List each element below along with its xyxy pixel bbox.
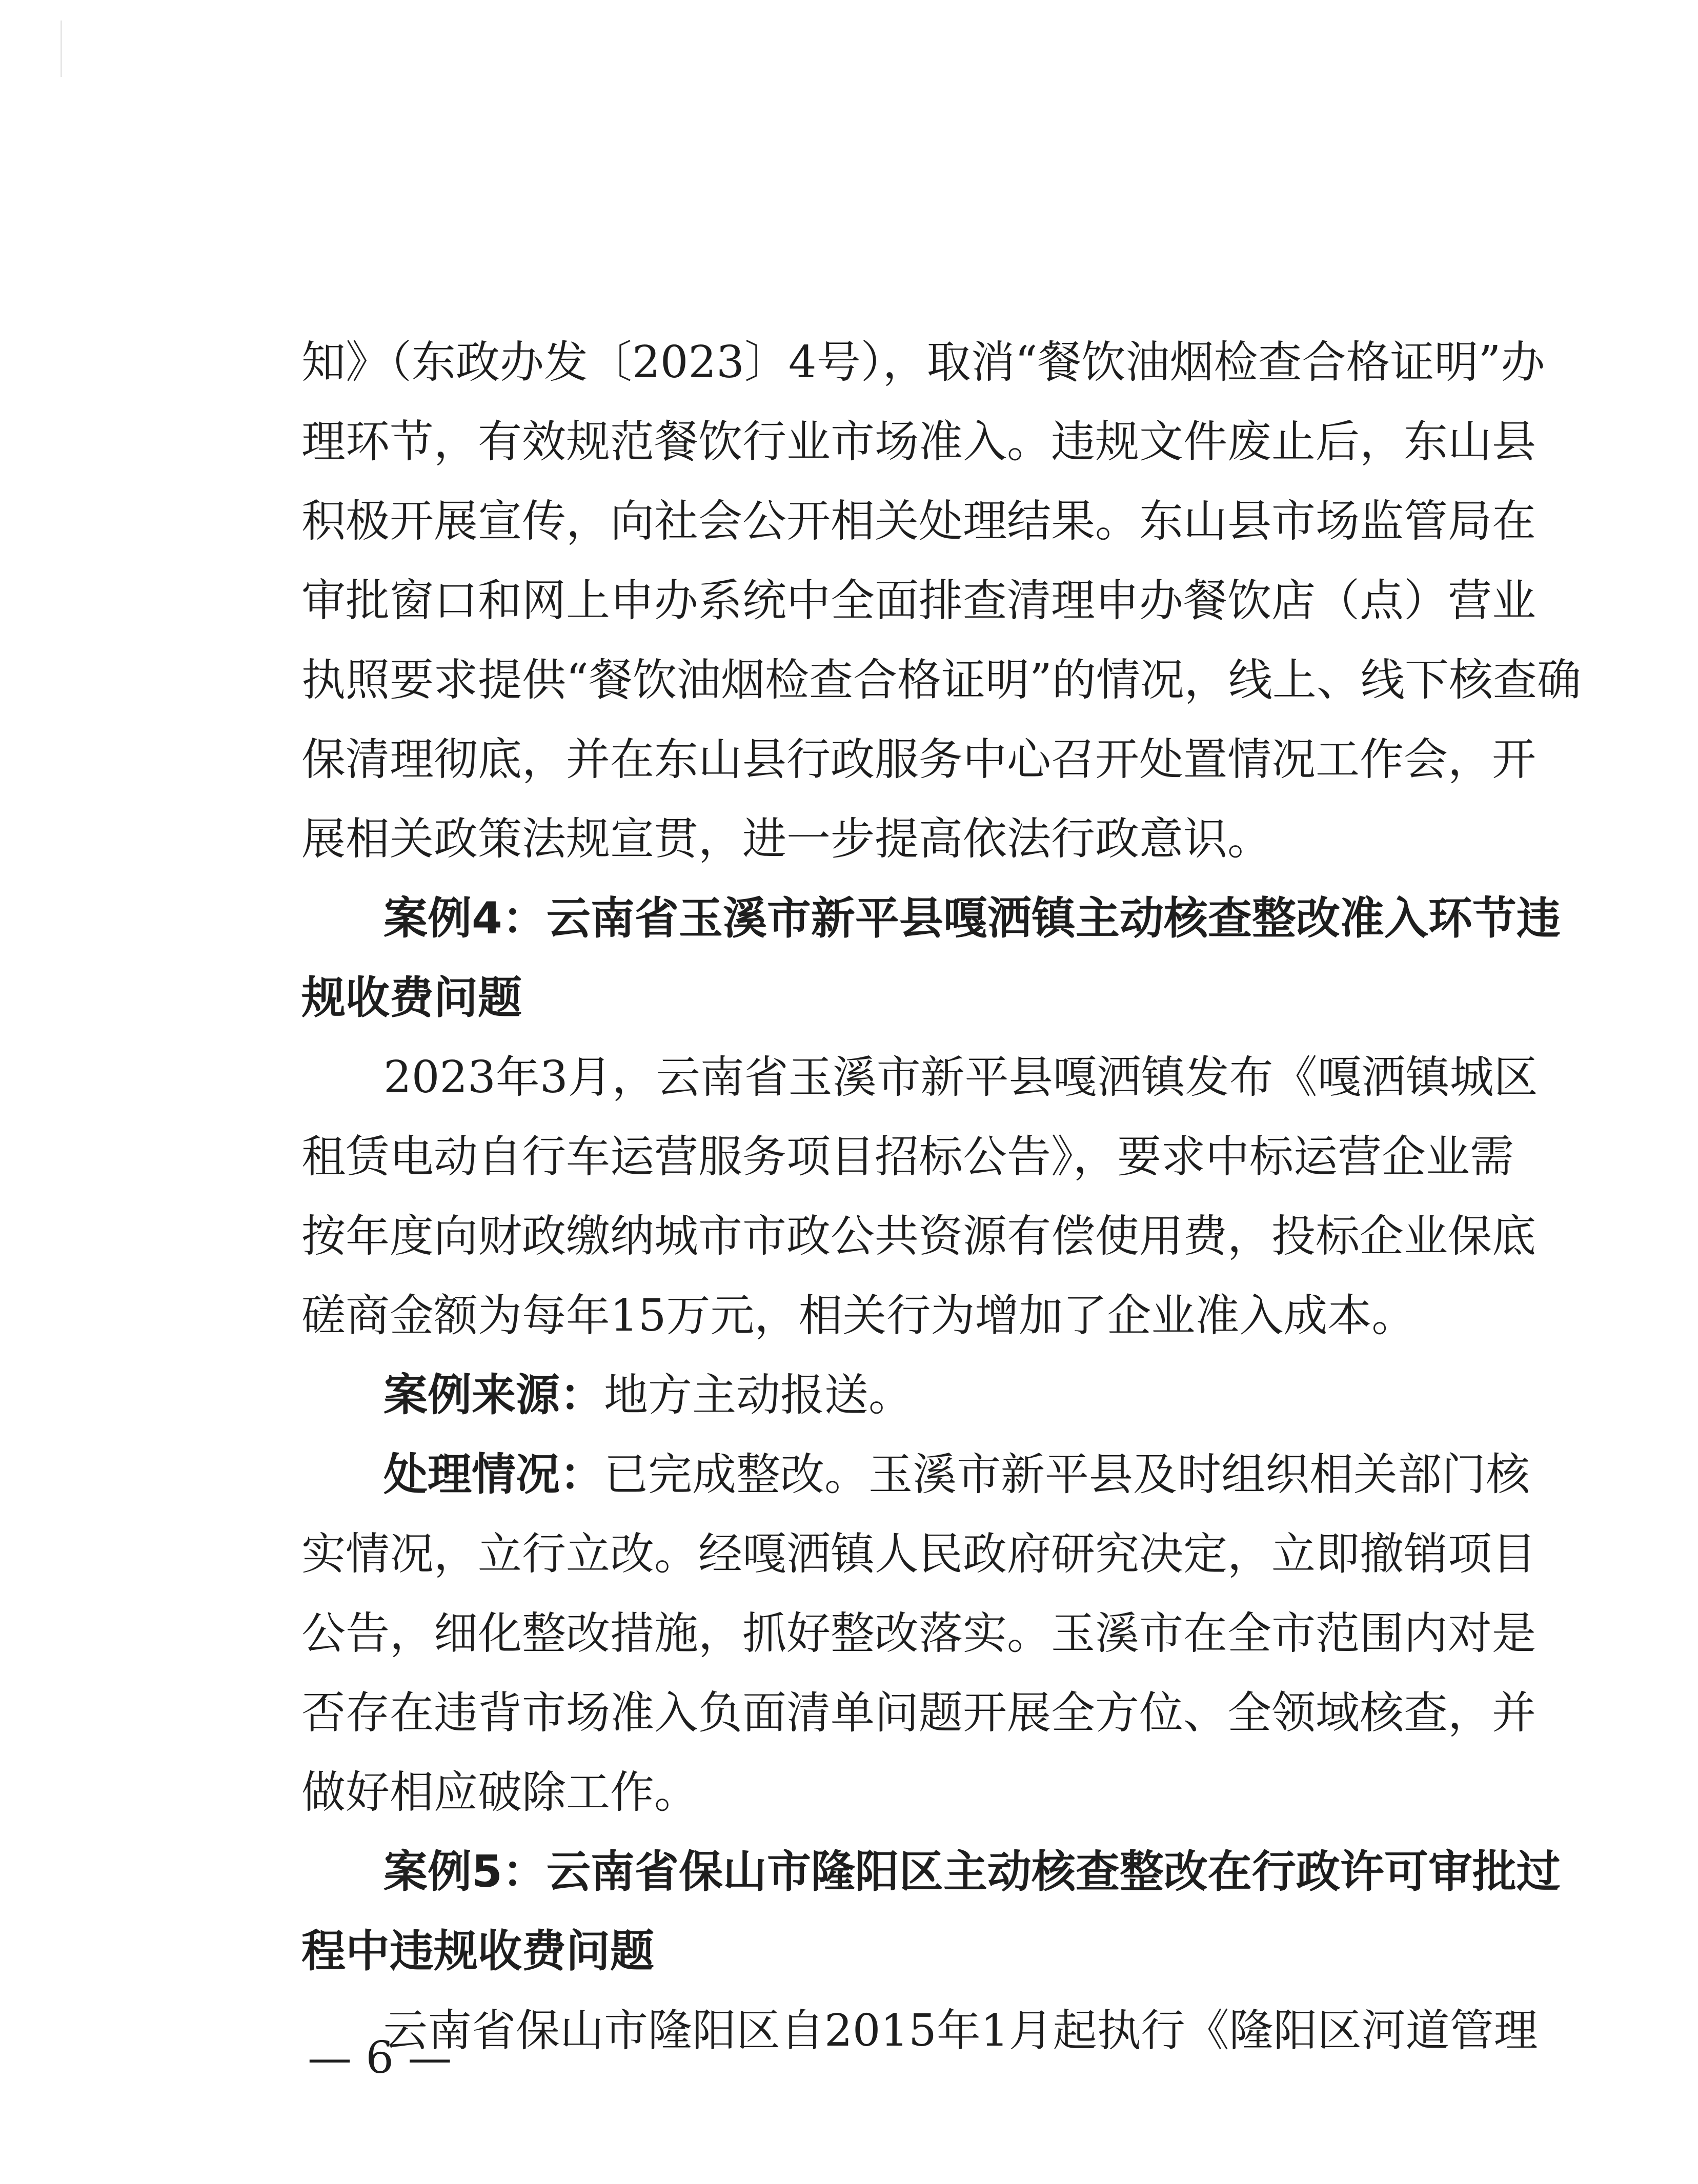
heading-line: 案例4：云南省玉溪市新平县嘎洒镇主动核查整改准入环节违 xyxy=(383,893,1561,944)
text-line: 积极开展宣传，向社会公开相关处理结果。东山县市场监管局在 xyxy=(301,496,1536,547)
source-text: 地方主动报送。 xyxy=(604,1370,913,1421)
page-number: — 6 — xyxy=(308,2032,452,2084)
paragraph-continuation xyxy=(301,323,1581,879)
handling-label: 处理情况： xyxy=(383,1449,604,1500)
heading-line: 规收费问题 xyxy=(301,972,522,1024)
heading-line: 程中违规收费问题 xyxy=(301,1926,654,1977)
text-line xyxy=(301,1435,1530,1515)
text-line: 做好相应破除工作。 xyxy=(301,1767,698,1818)
text-line: 展相关政策法规宣贯，进一步提高依法行政意识。 xyxy=(301,813,1271,865)
text-line: 云南省保山市隆阳区自2015年1月起执行《隆阳区河道管理 xyxy=(383,2005,1538,2056)
document-body xyxy=(301,323,1581,2071)
case-5-body xyxy=(301,1991,1538,2071)
text-line: 保清理彻底，并在东山县行政服务中心召开处置情况工作会，开 xyxy=(301,734,1536,785)
text-line: 磋商金额为每年15万元，相关行为增加了企业准入成本。 xyxy=(301,1290,1416,1341)
source-label: 案例来源： xyxy=(383,1370,604,1421)
text-line: 租赁电动自行车运营服务项目招标公告》，要求中标运营企业需 xyxy=(301,1131,1514,1182)
text-line: 理环节，有效规范餐饮行业市场准入。违规文件废止后，东山县 xyxy=(301,416,1536,467)
text-line: 2023年3月，云南省玉溪市新平县嘎洒镇发布《嘎洒镇城区 xyxy=(383,1052,1538,1103)
case-4-source xyxy=(301,1356,1481,1435)
text-line: 公告，细化整改措施，抓好整改落实。玉溪市在全市范围内对是 xyxy=(301,1608,1536,1659)
scan-artifact xyxy=(60,21,62,77)
text-line: 实情况，立行立改。经嘎洒镇人民政府研究决定，立即撤销项目 xyxy=(301,1528,1536,1580)
text-line: 否存在违背市场准入负面清单问题开展全方位、全领域核查，并 xyxy=(301,1687,1536,1739)
text-line: 审批窗口和网上申办系统中全面排查清理申办餐饮店（点）营业 xyxy=(301,575,1536,626)
case-4-handling xyxy=(301,1435,1536,1832)
text-line: 知》（东政办发〔2023〕4号），取消“餐饮油烟检查合格证明”办 xyxy=(301,337,1545,388)
case-4-heading xyxy=(301,879,1561,1038)
case-5-heading xyxy=(301,1832,1561,1991)
text-line: 执照要求提供“餐饮油烟检查合格证明”的情况，线上、线下核查确 xyxy=(301,655,1581,706)
heading-line: 案例5：云南省保山市隆阳区主动核查整改在行政许可审批过 xyxy=(383,1846,1561,1897)
text-line: 按年度向财政缴纳城市市政公共资源有偿使用费，投标企业保底 xyxy=(301,1211,1536,1262)
handling-text: 已完成整改。玉溪市新平县及时组织相关部门核 xyxy=(604,1449,1530,1500)
case-4-body xyxy=(301,1038,1538,1356)
